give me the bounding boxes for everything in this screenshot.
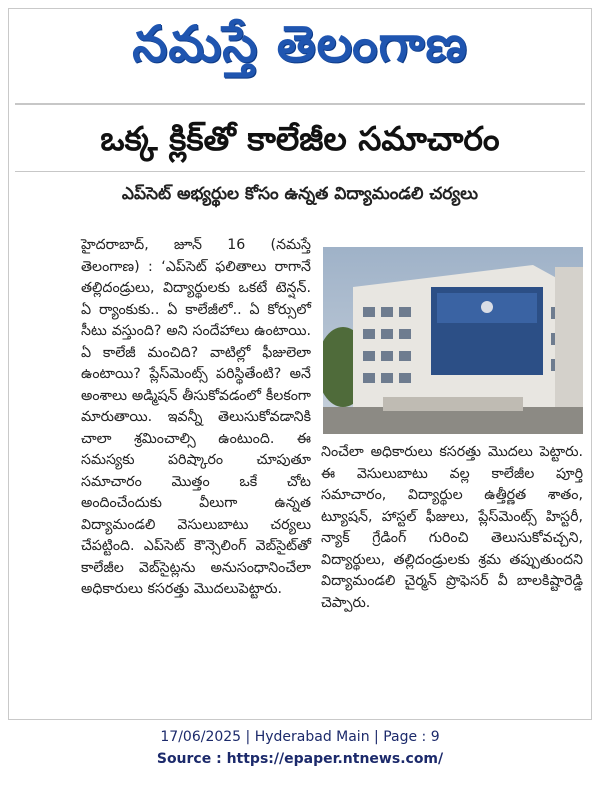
- article-body-left: హైదరాబాద్, జూన్ 16 (నమస్తే తెలంగాణ) : ‘ఎప్‌సెట్ ఫలితాలు రాగానే తల్లిదండ్రులు, విద్యార్థులకు ఒకటే టెన్షన్. ఏ ర్యాంకుకు.. ఏ కాలేజీలో.. ఏ కోర్సులో సీటు వస్తుంది? అని సందేహాలు ఉంటాయి. ఏ కాలేజీ మంచిది? వాటిల్లో ఫీజులెలా ఉంటాయి? ప్లేస్‌మెంట్స్ పరిస్థితేంటి? అనే అంశాలు అడ్మిషన్ తీసుకోవడంలో కీలకంగా మారుతాయి. ఇవన్నీ తెలుసుకోవడానికి చాలా శ్రమించాల్సి ఉంటుంది. ఈ సమస్యకు పరిష్కారం చూపుతూ సమాచారం మొత్తం ఒకే చోట అందించేందుకు వీలుగా ఉన్నత విద్యామండలి వెసులుబాటు చర్యలు చేపట్టింది. ఎప్‌సెట్ కౌన్సెలింగ్ వెబ్‌సైట్‌తో కాలేజీల వెబ్‌సైట్లను అనుసంధానించేలా అధికారులు కసరత్తు మొదలుపెట్టారు.: [81, 237, 311, 597]
- building-photo: [323, 247, 583, 434]
- masthead-title: నమస్తే తెలంగాణ: [132, 15, 468, 73]
- source-link[interactable]: Source : https://epaper.ntnews.com/: [156, 751, 444, 767]
- news-clipping: [8, 8, 592, 720]
- masthead-divider: [15, 103, 585, 105]
- article-headline: ఒక్క క్లిక్‌తో కాలేజీల సమాచారం: [100, 119, 500, 158]
- headline-divider: [15, 171, 585, 172]
- edition-info: 17/06/2025 | Hyderabad Main | Page : 9: [160, 729, 440, 745]
- article-body-right: నించేలా అధికారులు కసరత్తు మొదలు పెట్టారు. ఈ వెసులుబాటు వల్ల కాలేజీల పూర్తి సమాచారం, విద్యార్థుల ఉత్తీర్ణత శాతం, ట్యూషన్, హాస్టల్ ఫీజులు, ప్లేస్‌మెంట్స్ హిస్టరీ, న్యాక్ గ్రేడింగ్ గురించి తెలుసుకోవచ్చని, విద్యార్థులు, తల్లిదండ్రులకు శ్రమ తప్పుతుందని విద్యామండలి చైర్మన్ ప్రొఫెసర్ వీ బాలకిష్టారెడ్డి చెప్పారు.: [321, 444, 583, 611]
- article-subheadline: ఎప్‌సెట్ అభ్యర్థుల కోసం ఉన్నత విద్యామండలి చర్యలు: [121, 184, 479, 204]
- building-photo-icon: [323, 247, 583, 434]
